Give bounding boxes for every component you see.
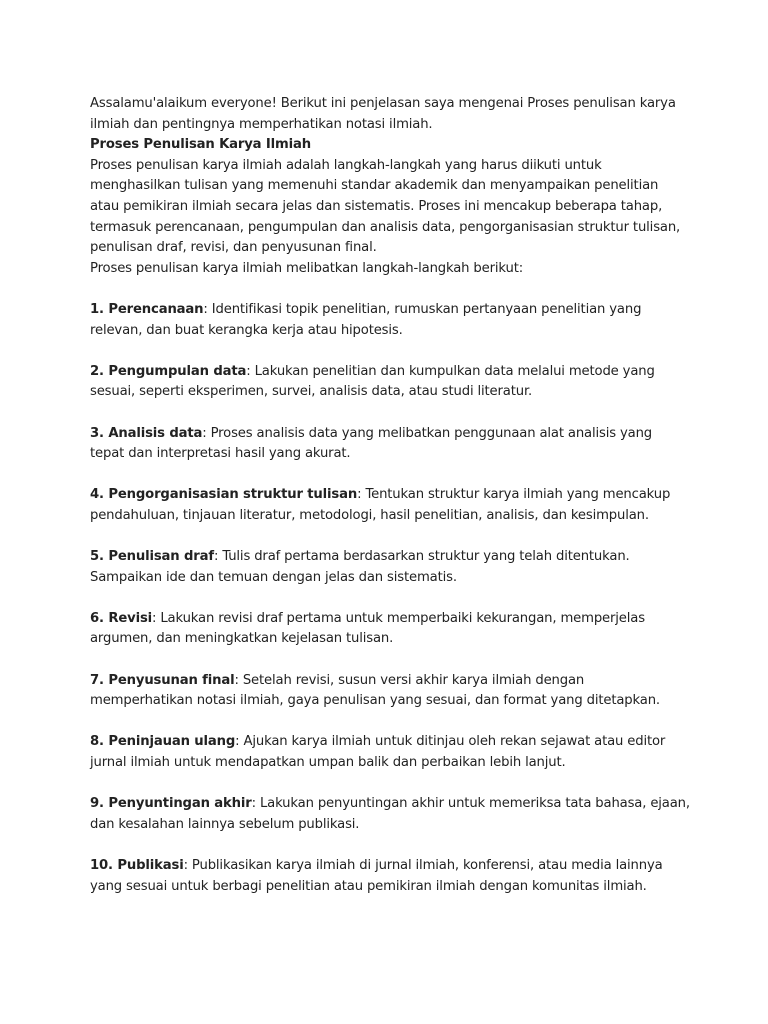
step-item: 9. Penyuntingan akhir: Lakukan penyuntingan akhir untuk memeriksa tata bahasa, ejaan, dan kesalahan lainnya sebelum publikasi. bbox=[90, 796, 690, 832]
step-text: Tentukan struktur karya ilmiah yang mencakup pendahuluan, tinjauan literatur, metodologi, hasil penelitian, analisis, dan kesimpulan. bbox=[90, 487, 671, 523]
step-text: Publikasikan karya ilmiah di jurnal ilmiah, konferensi, atau media lainnya yang sesuai untuk berbagi penelitian atau pemikiran ilmiah dengan komunitas ilmiah. bbox=[90, 857, 663, 894]
step-text: Proses analisis data yang melibatkan penggunaan alat analisis yang tepat dan interpretasi hasil yang akurat. bbox=[90, 425, 653, 462]
document-body bbox=[90, 94, 690, 897]
intro-text: Assalamu'alaikum everyone! Berikut ini penjelasan saya mengenai Proses penulisan karya ilmiah dan pentingnya memperhatikan notasi ilmiah. bbox=[90, 96, 676, 132]
step-item: 3. Analisis data: Proses analisis data yang melibatkan penggunaan alat analisis yang tepat dan interpretasi hasil yang akurat. bbox=[90, 425, 653, 462]
list-intro: Proses penulisan karya ilmiah melibatkan langkah-langkah berikut: bbox=[90, 260, 524, 276]
step-heading: 2. Pengumpulan data bbox=[90, 363, 247, 379]
step-text: Lakukan penyuntingan akhir untuk memeriksa tata bahasa, ejaan, dan kesalahan lainnya sebelum publikasi. bbox=[90, 796, 690, 832]
step-item: 8. Peninjauan ulang: Ajukan karya ilmiah untuk ditinjau oleh rekan sejawat atau editor jurnal ilmiah untuk mendapatkan umpan balik dan perbaikan lebih lanjut. bbox=[90, 734, 666, 770]
section-title: Proses Penulisan Karya Ilmiah bbox=[90, 137, 311, 153]
step-heading: 4. Pengorganisasian struktur tulisan bbox=[90, 487, 358, 503]
step-heading: 5. Penulisan draf bbox=[90, 549, 214, 565]
step-item: 5. Penulisan draf: Tulis draf pertama berdasarkan struktur yang telah ditentukan. Sampaikan ide dan temuan dengan jelas dan sistematis. bbox=[90, 549, 630, 585]
step-heading: 8. Peninjauan ulang bbox=[90, 734, 236, 750]
step-item: 6. Revisi: Lakukan revisi draf pertama untuk memperbaiki kekurangan, memperjelas argumen, dan meningkatkan kejelasan tulisan. bbox=[90, 610, 645, 647]
body-paragraph: Proses penulisan karya ilmiah adalah langkah-langkah yang harus diikuti untuk menghasilkan tulisan yang memenuhi standar akademik dan menyampaikan penelitian atau pemikiran ilmiah secara jelas dan sistematis. Proses ini mencakup beberapa tahap, termasuk perencanaan, pengumpulan dan analisis data, pengorganisasian struktur tulisan, penulisan draf, revisi, dan penyusunan final. bbox=[90, 157, 681, 256]
step-heading: 6. Revisi bbox=[90, 610, 153, 626]
step-item: 2. Pengumpulan data: Lakukan penelitian dan kumpulkan data melalui metode yang sesuai, seperti eksperimen, survei, analisis data, atau studi literatur. bbox=[90, 363, 655, 400]
step-heading: 10. Publikasi bbox=[90, 857, 184, 873]
step-text: Ajukan karya ilmiah untuk ditinjau oleh rekan sejawat atau editor jurnal ilmiah untuk mendapatkan umpan balik dan perbaikan lebih lanjut. bbox=[90, 734, 666, 770]
step-item: 7. Penyusunan final: Setelah revisi, susun versi akhir karya ilmiah dengan memperhatikan notasi ilmiah, gaya penulisan yang sesuai, dan format yang ditetapkan. bbox=[90, 672, 660, 709]
step-item: 4. Pengorganisasian struktur tulisan: Tentukan struktur karya ilmiah yang mencakup pendahuluan, tinjauan literatur, metodologi, hasil penelitian, analisis, dan kesimpulan. bbox=[90, 487, 671, 523]
step-text: Tulis draf pertama berdasarkan struktur yang telah ditentukan. Sampaikan ide dan temuan dengan jelas dan sistematis. bbox=[90, 549, 630, 585]
step-heading: 3. Analisis data bbox=[90, 425, 203, 441]
step-text: Setelah revisi, susun versi akhir karya ilmiah dengan memperhatikan notasi ilmiah, gaya penulisan yang sesuai, dan format yang ditetapkan. bbox=[90, 672, 660, 709]
step-item: 1. Perencanaan: Identifikasi topik penelitian, rumuskan pertanyaan penelitian yang relevan, dan buat kerangka kerja atau hipotesis. bbox=[90, 301, 642, 338]
step-heading: 1. Perencanaan bbox=[90, 301, 204, 317]
step-item: 10. Publikasi: Publikasikan karya ilmiah di jurnal ilmiah, konferensi, atau media lainnya yang sesuai untuk berbagi penelitian atau pemikiran ilmiah dengan komunitas ilmiah. bbox=[90, 857, 663, 894]
step-heading: 7. Penyusunan final bbox=[90, 672, 235, 688]
step-text: Identifikasi topik penelitian, rumuskan pertanyaan penelitian yang relevan, dan buat kerangka kerja atau hipotesis. bbox=[90, 301, 642, 338]
step-text: Lakukan penelitian dan kumpulkan data melalui metode yang sesuai, seperti eksperimen, survei, analisis data, atau studi literatur. bbox=[90, 363, 655, 400]
step-text: Lakukan revisi draf pertama untuk memperbaiki kekurangan, memperjelas argumen, dan meningkatkan kejelasan tulisan. bbox=[90, 610, 645, 647]
step-heading: 9. Penyuntingan akhir bbox=[90, 796, 252, 812]
